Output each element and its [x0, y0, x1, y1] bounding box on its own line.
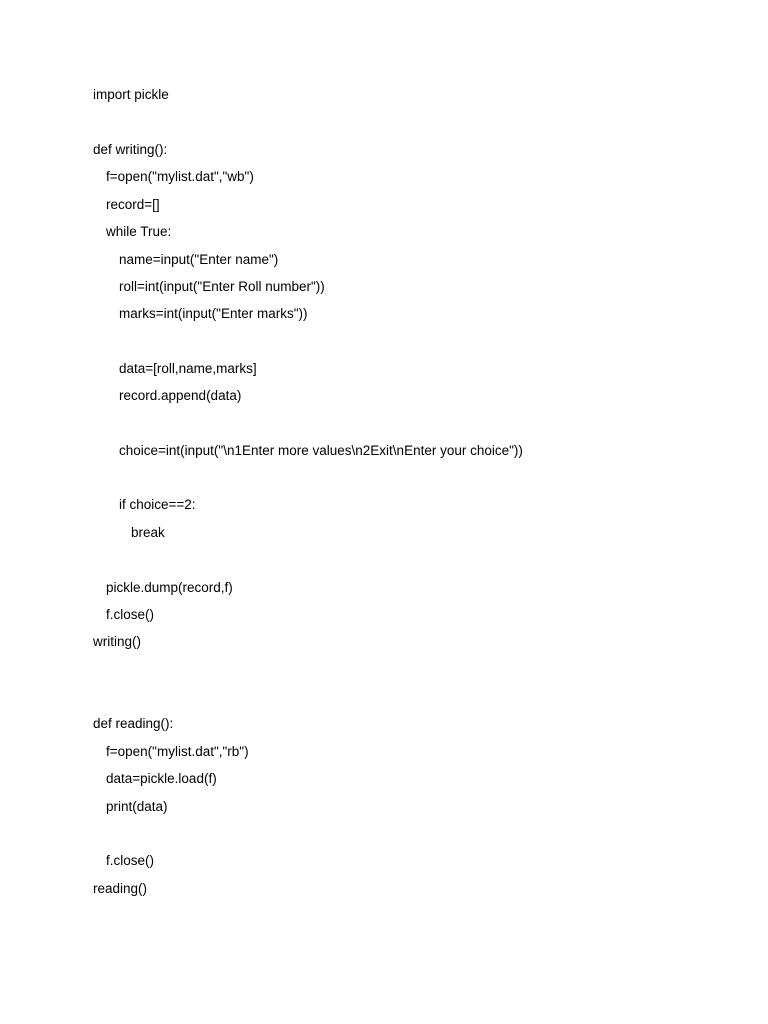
code-line: f.close() — [106, 853, 155, 868]
code-line: writing() — [93, 634, 142, 649]
code-line: record.append(data) — [119, 388, 242, 403]
code-line: def reading(): — [93, 716, 174, 731]
code-line: data=[roll,name,marks] — [119, 361, 257, 376]
code-line: roll=int(input("Enter Roll number")) — [119, 279, 325, 294]
code-line: f=open("mylist.dat","wb") — [106, 169, 254, 184]
code-line: import pickle — [93, 87, 169, 102]
code-line: break — [131, 525, 165, 540]
code-line: reading() — [93, 881, 148, 896]
code-line: name=input("Enter name") — [119, 252, 279, 267]
code-line: data=pickle.load(f) — [106, 771, 217, 786]
code-line: f.close() — [106, 607, 155, 622]
code-line: f=open("mylist.dat","rb") — [106, 744, 249, 759]
code-line: def writing(): — [93, 142, 168, 157]
code-line: print(data) — [106, 799, 168, 814]
code-line: record=[] — [106, 197, 160, 212]
code-line: while True: — [106, 224, 172, 239]
code-line: pickle.dump(record,f) — [106, 580, 233, 595]
code-line: marks=int(input("Enter marks")) — [119, 306, 308, 321]
code-line: choice=int(input("\n1Enter more values\n2Exit\nEnter your choice")) — [119, 443, 523, 458]
code-line: if choice==2: — [119, 497, 196, 512]
